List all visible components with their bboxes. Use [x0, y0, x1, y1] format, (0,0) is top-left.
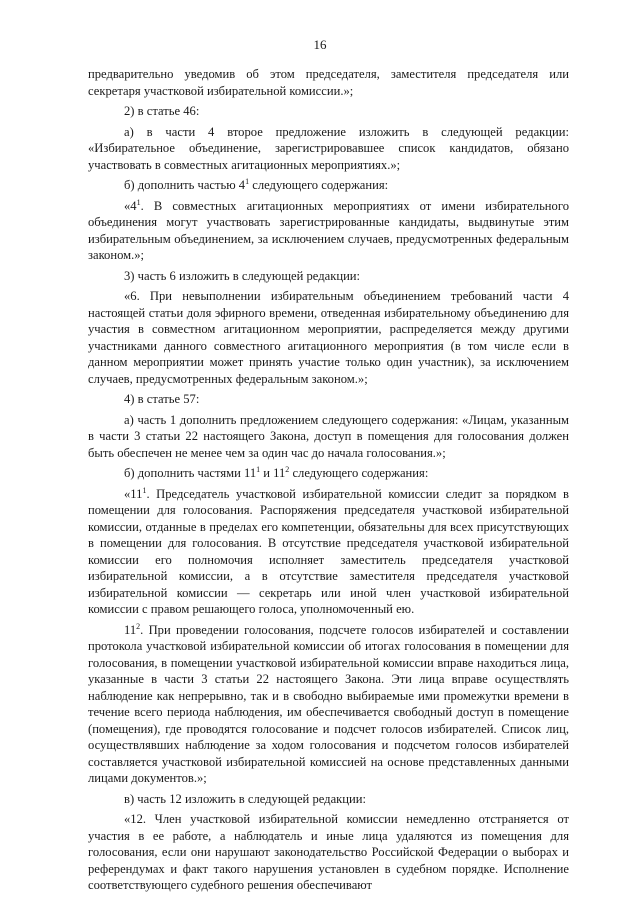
- paragraph: «12. Член участковой избирательной комиссии немедленно отстраняется от участия в ее работе, а наблюдатель и иные лица удаляются из помещения для голосования, если они нарушают законодательство Российской Федерации о выборах и референдумах и факт такого нарушения установлен в судебном порядке. Исполнение соответствующего судебного решения обеспечивают: [88, 812, 569, 892]
- paragraph: а) часть 1 дополнить предложением следующего содержания: «Лицам, указанным в части 3 статьи 22 настоящего Закона, доступ в помещения для голосования должен быть обеспечен не менее чем за один час до начала голосования.»;: [88, 412, 569, 460]
- paragraph: 3) часть 6 изложить в следующей редакции:: [124, 268, 361, 283]
- paragraph: «$11^1$. Председатель участковой избирательной комиссии следит за порядком в помещении для голосования. Распоряжения председателя участковой избирательной комиссии, отданные в пределах его компетенции, обязательны для всех присутствующих в помещении для голосования. В отсутствие председателя участковой избирательной комиссии его полномочия исполняет заместитель председателя участковой избирательной комиссии, а в отсутствие заместителя председателя участковой избирательной комиссии — секретарь или иной член участковой избирательной комиссии с правом решающего голоса, уполномоченный ею.: [88, 485, 569, 616]
- paragraph: 4) в статье 57:: [124, 392, 200, 406]
- page-number: 16: [313, 37, 327, 52]
- document-body: [88, 66, 569, 894]
- paragraph: б) дополнить частью $4^1$ следующего содержания:: [124, 177, 389, 192]
- paragraph: «$4^1$. В совместных агитационных мероприятиях от имени избирательного объединения могут участвовать зарегистрированные кандидаты, выдвинутые этим избирательным объединением, за исключением случаев, предусмотренных федеральным законом.»;: [88, 197, 569, 262]
- paragraph: «6. При невыполнении избирательным объединением требований части 4 настоящей статьи доля эфирного времени, отведенная избирательному объединению для участия в совместном агитационном мероприятии, распределяется между другими участниками данного совместного агитационного мероприятия (в том числе если в данном мероприятии может принять участие только один участник), за исключением случаев, предусмотренных федеральным законом.»;: [88, 289, 569, 386]
- paragraph: в) часть 12 изложить в следующей редакции:: [124, 791, 366, 806]
- paragraph: а) в части 4 второе предложение изложить в следующей редакции: «Избирательное объединение, зарегистрировавшее список кандидатов, обязано участвовать в совместных агитационных мероприятиях.»;: [88, 124, 569, 172]
- paragraph: 2) в статье 46:: [124, 104, 200, 118]
- paragraph: б) дополнить частями $11^1$ и $11^2$ следующего содержания:: [124, 465, 429, 480]
- paragraph: предварительно уведомив об этом председателя, заместителя председателя или секретаря участковой избирательной комиссии.»;: [88, 67, 569, 98]
- paragraph: $11^2$. При проведении голосования, подсчете голосов избирателей и составлении протокола участковой избирательной комиссии об итогах голосования в помещении для голосования, в помещении участковой избирательной комиссии вправе находиться лица, указанные в части 3 статьи 22 настоящего Закона. Эти лица вправе осуществлять наблюдение как непрерывно, так и в свободно выбираемые ими промежутки времени в течение всего периода наблюдения, им обеспечивается свободный доступ в помещение (помещения), где проводятся голосование и подсчет голосов избирателей. Список лиц, осуществлявших наблюдение за ходом голосования и подсчетом голосов избирателей составляется участковой избирательной комиссией на основе представленных данными лицами документов.»;: [88, 621, 569, 785]
